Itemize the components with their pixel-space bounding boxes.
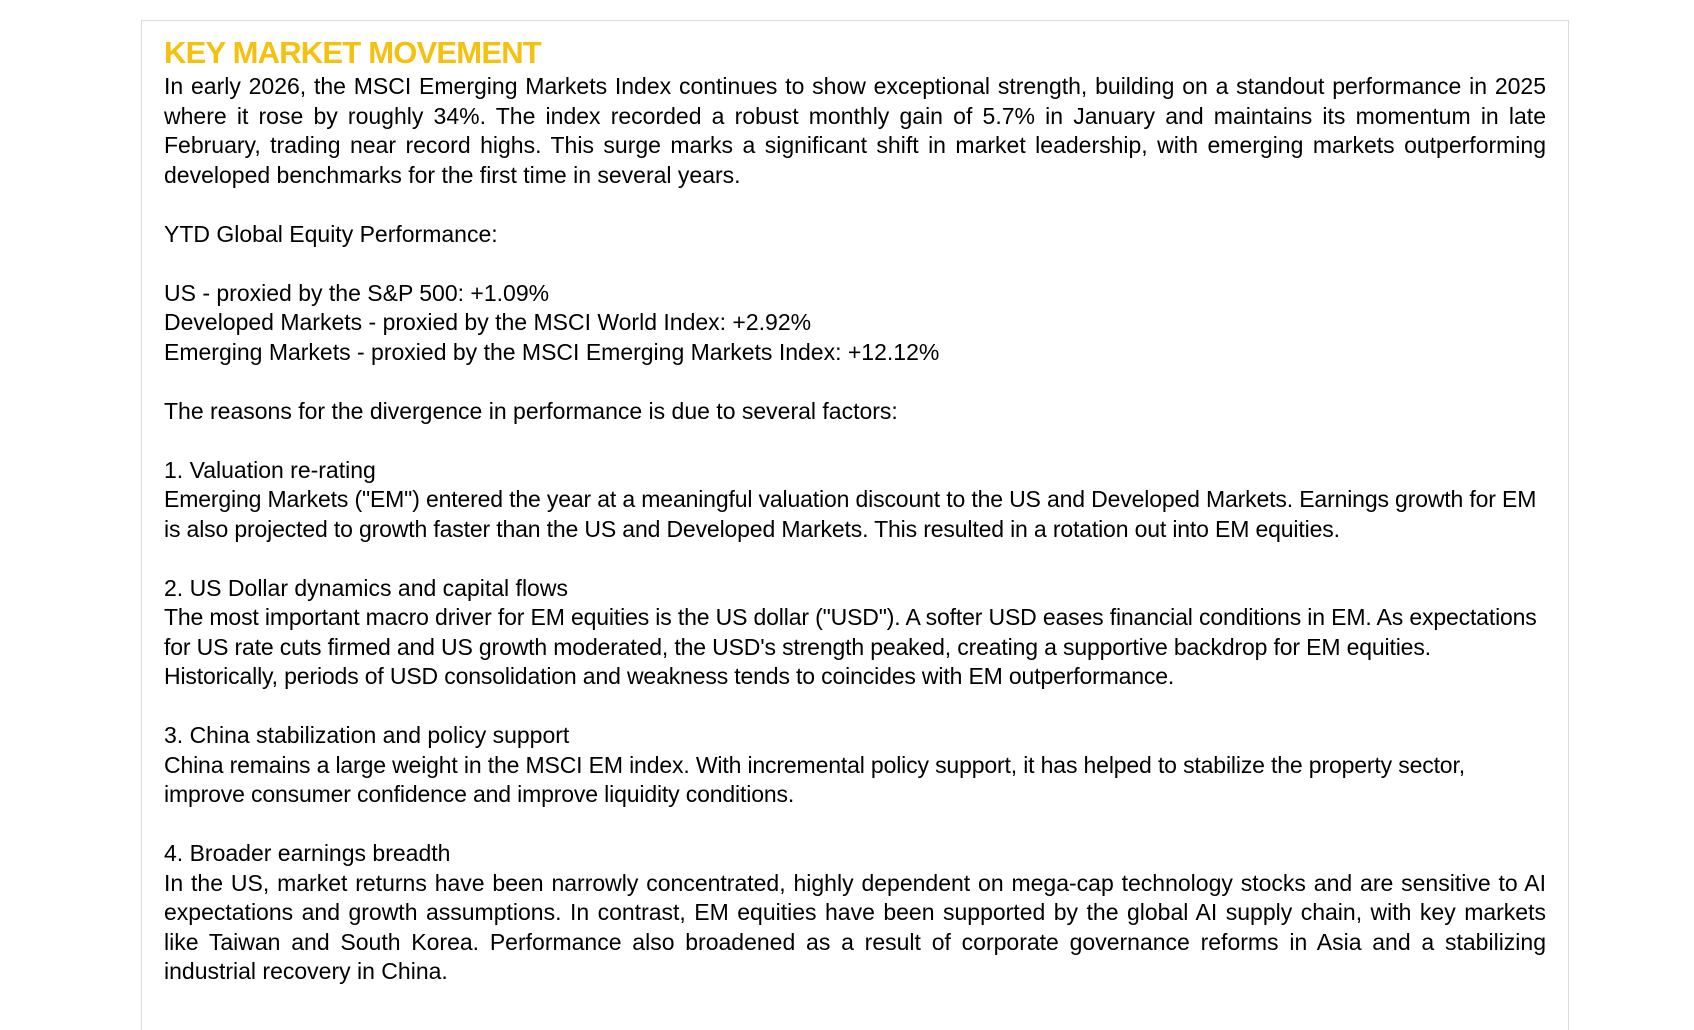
ytd-item-emerging: Emerging Markets - proxied by the MSCI Emerging Markets Index: +12.12% xyxy=(164,338,940,365)
ytd-heading: YTD Global Equity Performance: xyxy=(164,220,498,247)
market-movement-panel xyxy=(141,20,1569,1030)
section-title: KEY MARKET MOVEMENT xyxy=(164,35,541,70)
factor-heading: 1. Valuation re-rating xyxy=(164,456,376,483)
spacer xyxy=(164,190,1546,220)
intro-paragraph: In early 2026, the MSCI Emerging Markets Index continues to show exceptional strength, building on a standout performance in 2025 where it rose by roughly 34%. The index recorded a robust monthly gain of 5.7% in January and maintains its momentum in late February, trading near record highs. This surge marks a significant shift in market leadership, with emerging markets outperforming developed benchmarks for the first time in several years. xyxy=(164,73,1546,188)
ytd-item-developed: Developed Markets - proxied by the MSCI World Index: +2.92% xyxy=(164,309,812,335)
factor-heading: 4. Broader earnings breadth xyxy=(164,840,451,866)
factor-body: China remains a large weight in the MSCI EM index. With incremental policy support, it has helped to stabilize the property sector, improve consumer confidence and improve liquidity conditions. xyxy=(164,751,1465,807)
factor-body: The most important macro driver for EM equities is the US dollar ("USD"). A softer USD eases financial conditions in EM. As expectations for US rate cuts firmed and US growth moderated, the USD's strength peaked, creating a supportive backdrop for EM equities. Historically, periods of USD consolidation and weakness tends to coincides with EM outperformance. xyxy=(164,604,1537,689)
spacer xyxy=(164,426,1546,456)
factor-china xyxy=(164,721,1546,810)
factor-body: In the US, market returns have been narrowly concentrated, highly dependent on mega-cap technology stocks and are sensitive to AI expectations and growth assumptions. In contrast, EM equities have been supported by the global AI supply chain, with key markets like Taiwan and South Korea. Performance also broadened as a result of corporate governance reforms in Asia and a stabilizing industrial recovery in China. xyxy=(164,869,1546,984)
factor-heading: 3. China stabilization and policy support xyxy=(164,722,570,748)
factor-usd xyxy=(164,574,1546,692)
spacer xyxy=(164,692,1546,722)
factor-valuation xyxy=(164,456,1546,545)
ytd-performance-list xyxy=(164,279,1546,368)
spacer xyxy=(164,249,1546,279)
factor-earnings xyxy=(164,839,1546,987)
reasons-intro: The reasons for the divergence in performance is due to several factors: xyxy=(164,397,898,424)
ytd-item-us: US - proxied by the S&P 500: +1.09% xyxy=(164,279,550,306)
factor-body: Emerging Markets ("EM") entered the year at a meaningful valuation discount to the US and Developed Markets. Earnings growth for EM is also projected to growth faster than the US and Developed Markets. This resulted in a rotation out into EM equities. xyxy=(164,486,1537,542)
spacer xyxy=(164,367,1546,397)
factor-heading: 2. US Dollar dynamics and capital flows xyxy=(164,574,568,601)
spacer xyxy=(164,810,1546,840)
spacer xyxy=(164,544,1546,574)
